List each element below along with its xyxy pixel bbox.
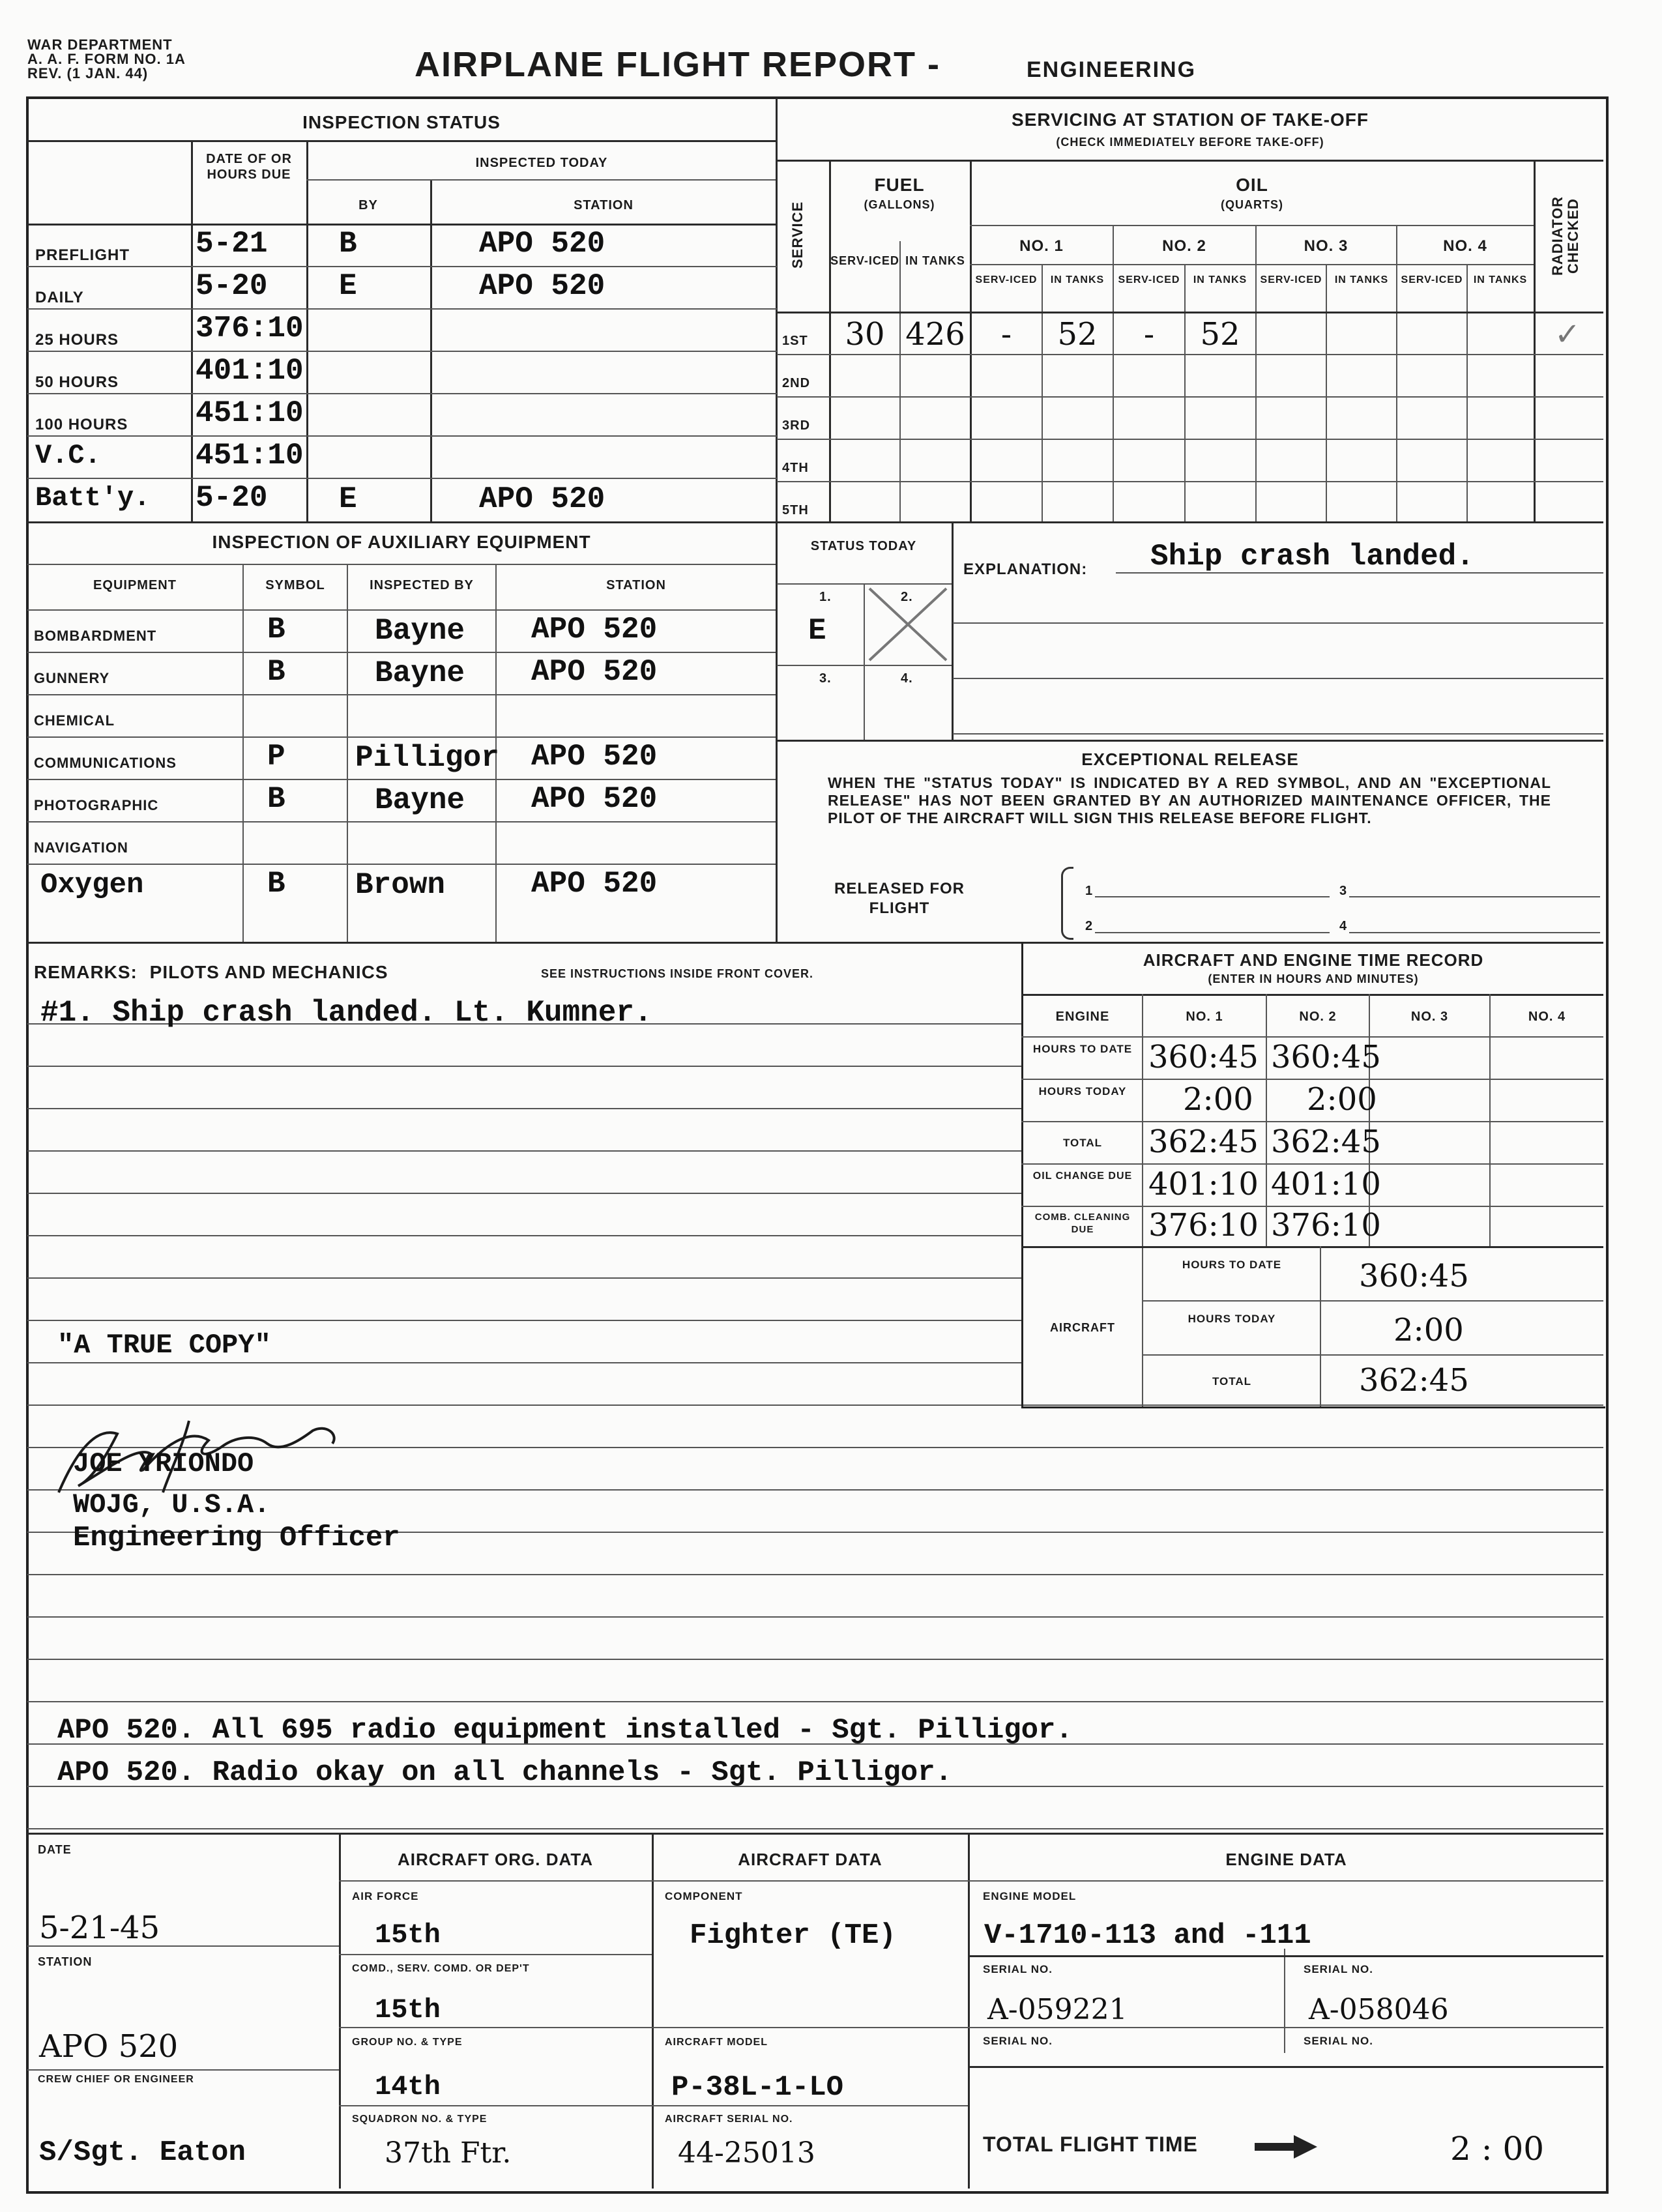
symbol: B — [267, 867, 285, 901]
oil-no3-serviced: SERV-ICED — [1260, 274, 1322, 285]
inspected-by: Pilligor — [355, 741, 499, 775]
department-label: WAR DEPARTMENT — [27, 36, 173, 53]
component-label: COMPONENT — [665, 1890, 743, 1902]
release-brace — [1061, 867, 1073, 940]
signer-name: JOE YRIONDO — [73, 1448, 254, 1479]
row-label: 50 HOURS — [35, 373, 119, 391]
inspected-by: B — [339, 227, 357, 261]
equipment-label: COMMUNICATIONS — [34, 755, 177, 771]
engine-serial-3-label: SERIAL NO. — [983, 2035, 1053, 2047]
due-value: 5-20 — [196, 481, 268, 515]
aircraft-total: 362:45 — [1359, 1362, 1469, 1399]
aircraft-data-title: AIRCRAFT DATA — [738, 1850, 882, 1869]
col-no2-header: NO. 2 — [1299, 1010, 1337, 1024]
due-value: 5-20 — [196, 269, 268, 303]
equipment-label: BOMBARDMENT — [34, 628, 157, 644]
engine2-value: 362:45 — [1271, 1124, 1381, 1160]
aircraft-time-label: AIRCRAFT — [1050, 1321, 1115, 1334]
inspected-station: APO 520 — [479, 482, 605, 516]
explanation-text: Ship crash landed. — [1150, 540, 1474, 574]
inspection-status-title: INSPECTION STATUS — [302, 112, 501, 132]
release-line-2: 2 — [1085, 919, 1094, 933]
time-record-subtitle: (ENTER IN HOURS AND MINUTES) — [1208, 972, 1419, 985]
aircraft-hours-to-date: 360:45 — [1359, 1258, 1469, 1294]
form-number-block — [27, 38, 186, 81]
oil-no4-header: NO. 4 — [1443, 237, 1487, 255]
row-label: 100 HOURS — [35, 416, 128, 433]
aircraft-model-label: AIRCRAFT MODEL — [665, 2037, 768, 2048]
station: APO 520 — [531, 782, 658, 816]
explanation-label: EXPLANATION: — [963, 560, 1088, 578]
fuel-header: FUEL — [874, 175, 925, 195]
engine1-value: 362:45 — [1148, 1124, 1259, 1160]
inspected-station: APO 520 — [479, 227, 605, 261]
comd-label: COMD., SERV. COMD. OR DEP'T — [352, 1963, 530, 1974]
row-label: Batt'y. — [35, 482, 151, 514]
engine-serial-1-label: SERIAL NO. — [983, 1963, 1053, 1975]
due-value: 401:10 — [196, 354, 304, 388]
aircraft-hours-to-date-label: HOURS TO DATE — [1182, 1259, 1282, 1271]
signer-title: Engineering Officer — [73, 1522, 400, 1554]
oil-no3-header: NO. 3 — [1304, 237, 1349, 255]
oil1-serviced-value: - — [1000, 316, 1012, 353]
equipment-label: Oxygen — [40, 869, 144, 901]
service-row-label: 4TH — [782, 461, 809, 475]
time-record-title: AIRCRAFT AND ENGINE TIME RECORD — [1143, 950, 1484, 970]
form-number: A. A. F. FORM NO. 1A — [27, 51, 186, 67]
symbol: P — [267, 740, 285, 774]
status-box-2: 2. — [901, 590, 913, 604]
engine-time-label: HOURS TO DATE — [1032, 1043, 1133, 1055]
remark-line-1: #1. Ship crash landed. Lt. Kumner. — [40, 996, 652, 1030]
release-line-1: 1 — [1085, 884, 1094, 898]
servicing-subtitle: (CHECK IMMEDIATELY BEFORE TAKE-OFF) — [1056, 136, 1324, 149]
remarks-instructions: SEE INSTRUCTIONS INSIDE FRONT COVER. — [541, 967, 814, 980]
due-value: 376:10 — [196, 312, 304, 345]
service-label: SERVICE — [789, 201, 806, 269]
engine2-value: 2:00 — [1307, 1081, 1377, 1118]
fuel-unit: (GALLONS) — [864, 198, 935, 211]
form-subtitle: ENGINEERING — [1027, 57, 1197, 82]
org-data-title: AIRCRAFT ORG. DATA — [397, 1850, 594, 1869]
equipment-label: CHEMICAL — [34, 712, 115, 729]
exceptional-release-text: WHEN THE "STATUS TODAY" IS INDICATED BY A RED SYMBOL, AND AN "EXCEPTIONAL RELEASE" HAS NOT BEEN GRANTED BY AN AUTHORIZED MAINTENANCE OFFICER, THE PILOT OF THE AIRCRAFT WILL SIGN THIS RELEASE BEFORE FLIGHT. — [828, 774, 1551, 826]
radiator-check-mark: ✓ — [1554, 316, 1581, 353]
aircraft-serial-value: 44-25013 — [678, 2136, 815, 2170]
air-force-value: 15th — [375, 1919, 441, 1951]
status-box-4: 4. — [901, 671, 913, 686]
engine1-value: 401:10 — [1148, 1166, 1259, 1202]
engine1-value: 2:00 — [1183, 1081, 1253, 1118]
radiator-header: RADIATOR CHECKED — [1549, 196, 1581, 276]
equipment-label: NAVIGATION — [34, 839, 128, 856]
aircraft-serial-label: AIRCRAFT SERIAL NO. — [665, 2114, 793, 2125]
total-flight-time-label: TOTAL FLIGHT TIME — [983, 2132, 1198, 2156]
remarks-label — [34, 962, 388, 983]
crew-label: CREW CHIEF OR ENGINEER — [38, 2074, 194, 2085]
col-aux-station-header: STATION — [606, 578, 666, 592]
remarks-label-text: REMARKS: — [34, 962, 138, 982]
row-label: V.C. — [35, 440, 101, 471]
engine-data-title: ENGINE DATA — [1225, 1850, 1347, 1869]
released-for-label: RELEASED FOR — [834, 880, 965, 897]
oil-no2-tanks: IN TANKS — [1193, 274, 1247, 285]
date-label: DATE — [38, 1843, 72, 1856]
station-label: STATION — [38, 1955, 93, 1968]
aircraft-hours-today-label: HOURS TODAY — [1188, 1313, 1276, 1325]
engine2-value: 376:10 — [1271, 1207, 1381, 1244]
station-value: APO 520 — [39, 2028, 179, 2065]
col-no3-header: NO. 3 — [1410, 1010, 1449, 1024]
inspected-by: Bayne — [375, 656, 465, 690]
engine-model-label: ENGINE MODEL — [983, 1890, 1077, 1902]
col-station-header: STATION — [574, 198, 634, 212]
engine-time-label: TOTAL — [1062, 1137, 1103, 1149]
col-due-header: DATE OF OR HOURS DUE — [206, 152, 292, 182]
oil-header: OIL — [1236, 175, 1268, 195]
oil-no1-tanks: IN TANKS — [1050, 274, 1105, 285]
group-value: 14th — [375, 2071, 441, 2103]
col-equipment-header: EQUIPMENT — [93, 578, 177, 592]
oil-unit: (QUARTS) — [1221, 198, 1283, 211]
status-box-3: 3. — [819, 671, 832, 686]
engine-time-label: HOURS TODAY — [1038, 1085, 1127, 1098]
engine-serial-1: A-059221 — [987, 1993, 1128, 2026]
service-row-label: 5TH — [782, 503, 809, 517]
engine-model-value: V-1710-113 and -111 — [984, 1919, 1311, 1952]
row-label: PREFLIGHT — [35, 246, 130, 264]
fuel-serviced-header: SERV-ICED — [830, 254, 899, 267]
exceptional-release-title: EXCEPTIONAL RELEASE — [1081, 749, 1299, 769]
released-flight-label: FLIGHT — [869, 899, 930, 917]
symbol: B — [267, 613, 285, 647]
engine-serial-2: A-058046 — [1309, 1993, 1449, 2026]
engine-serial-2-label: SERIAL NO. — [1304, 1963, 1373, 1975]
aircraft-model-value: P-38L-1-LO — [671, 2071, 844, 2104]
remark-line-a: APO 520. All 695 radio equipment installed - Sgt. Pilligor. — [57, 1714, 1073, 1747]
engine2-value: 401:10 — [1271, 1166, 1381, 1202]
due-value: 5-21 — [196, 227, 268, 261]
symbol: B — [267, 655, 285, 689]
oil-no2-serviced: SERV-ICED — [1118, 274, 1180, 285]
auxiliary-title: INSPECTION OF AUXILIARY EQUIPMENT — [212, 532, 591, 552]
status-today-label: STATUS TODAY — [810, 539, 917, 553]
engine1-value: 376:10 — [1148, 1207, 1259, 1244]
air-force-label: AIR FORCE — [352, 1890, 419, 1902]
inspected-by: E — [339, 269, 357, 303]
engine-time-label: COMB. CLEANING DUE — [1034, 1212, 1131, 1235]
crew-chief: S/Sgt. Eaton — [39, 2136, 246, 2169]
col-no4-header: NO. 4 — [1528, 1010, 1566, 1024]
inspected-by: Bayne — [375, 614, 465, 648]
signer-rank: WOJG, U.S.A. — [73, 1489, 270, 1521]
symbol: B — [267, 782, 285, 816]
component-value: Fighter (TE) — [690, 1919, 896, 1952]
due-value: 451:10 — [196, 439, 304, 473]
oil2-serviced-value: - — [1143, 316, 1155, 353]
oil-no1-serviced: SERV-ICED — [975, 274, 1038, 285]
fuel-tanks-value: 426 — [905, 316, 965, 353]
squadron-label: SQUADRON NO. & TYPE — [352, 2114, 488, 2125]
form-title: AIRPLANE FLIGHT REPORT - — [415, 45, 940, 84]
oil-no4-tanks: IN TANKS — [1473, 274, 1528, 285]
status-box-1: 1. — [819, 590, 832, 604]
true-copy-text: "A TRUE COPY" — [57, 1330, 271, 1361]
engine-time-label: OIL CHANGE DUE — [1032, 1171, 1133, 1182]
due-value: 451:10 — [196, 396, 304, 430]
inspected-by: Bayne — [375, 783, 465, 817]
service-row-label: 1ST — [782, 334, 808, 348]
row-label: 25 HOURS — [35, 331, 119, 349]
engine-serial-4-label: SERIAL NO. — [1304, 2035, 1373, 2047]
form-revision: REV. (1 JAN. 44) — [27, 65, 149, 81]
remarks-label-text-2: PILOTS AND MECHANICS — [149, 962, 388, 982]
oil-no4-serviced: SERV-ICED — [1401, 274, 1463, 285]
oil1-tanks-value: 52 — [1057, 316, 1098, 353]
service-row-label: 2ND — [782, 376, 811, 390]
status-symbol: E — [808, 614, 826, 648]
col-inspected-by-header: INSPECTED BY — [370, 578, 474, 592]
inspected-by: E — [339, 482, 357, 516]
aircraft-hours-today: 2:00 — [1393, 1312, 1464, 1348]
aircraft-total-label: TOTAL — [1212, 1375, 1252, 1388]
station: APO 520 — [531, 867, 658, 901]
oil-no2-header: NO. 2 — [1162, 237, 1206, 255]
total-flight-time-value: 2 : 00 — [1450, 2130, 1545, 2168]
row-label: DAILY — [35, 289, 84, 306]
arrow-right-icon — [1255, 2132, 1320, 2161]
equipment-label: GUNNERY — [34, 670, 110, 686]
station: APO 520 — [531, 655, 658, 689]
release-line-3: 3 — [1339, 884, 1348, 898]
group-label: GROUP NO. & TYPE — [352, 2037, 463, 2048]
col-by-header: BY — [358, 198, 378, 212]
inspected-by: Brown — [355, 868, 446, 902]
col-symbol-header: SYMBOL — [265, 578, 325, 592]
servicing-title: SERVICING AT STATION OF TAKE-OFF — [1012, 109, 1369, 130]
equipment-label: PHOTOGRAPHIC — [34, 797, 159, 813]
release-line-4: 4 — [1339, 919, 1348, 933]
fuel-tanks-header: IN TANKS — [905, 254, 965, 267]
fuel-serviced-value: 30 — [845, 316, 885, 353]
engine1-value: 360:45 — [1148, 1039, 1259, 1075]
squadron-value: 37th Ftr. — [385, 2136, 512, 2170]
station: APO 520 — [531, 613, 658, 647]
comd-value: 15th — [375, 1994, 441, 2026]
engine2-value: 360:45 — [1271, 1039, 1381, 1075]
oil-no1-header: NO. 1 — [1019, 237, 1064, 255]
report-date: 5-21-45 — [39, 1910, 160, 1946]
remark-line-b: APO 520. Radio okay on all channels - Sgt. Pilligor. — [57, 1756, 953, 1789]
status-x-mark — [866, 585, 950, 664]
col-no1-header: NO. 1 — [1186, 1010, 1223, 1024]
station: APO 520 — [531, 740, 658, 774]
oil-no3-tanks: IN TANKS — [1334, 274, 1389, 285]
col-engine-header: ENGINE — [1055, 1010, 1110, 1024]
col-inspected-today-header: INSPECTED TODAY — [475, 156, 608, 170]
oil2-tanks-value: 52 — [1200, 316, 1240, 353]
service-row-label: 3RD — [782, 418, 811, 433]
inspected-station: APO 520 — [479, 269, 605, 303]
